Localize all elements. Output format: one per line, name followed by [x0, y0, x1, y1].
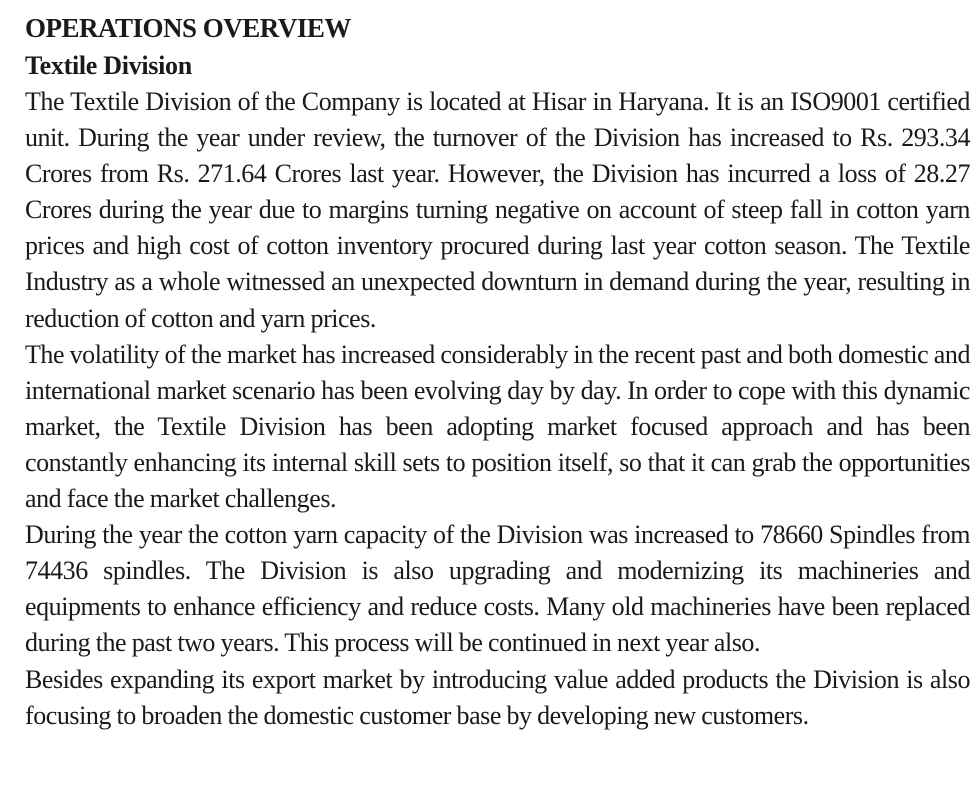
paragraph-overview: The Textile Division of the Company is located at Hisar in Haryana. It is an ISO9001 certified unit. During the year under review, the turnover of the Division has increased to Rs. 293.34 Crores from Rs. 271.64 Crores last year. However, the Division has incurred a loss of 28.27 Crores during the year due to margins turning negative on account of steep fall in cotton yarn prices and high cost of cotton inventory procured during last year cotton season. The Textile Industry as a whole witnessed an unexpected downturn in demand during the year, resulting in reduction of cotton and yarn prices.	[25, 87, 970, 333]
section-heading: OPERATIONS OVERVIEW	[25, 13, 351, 43]
paragraph-export-market: Besides expanding its export market by introducing value added products the Division is also focusing to broaden the domestic customer base by developing new customers.	[25, 664, 970, 730]
paragraph-capacity: During the year the cotton yarn capacity of the Division was increased to 78660 Spindles from 74436 spindles. The Division is also upgrading and modernizing its machineries and equipments to enhance efficiency and reduce costs. Many old machineries have been replaced during the past two years. This process will be continued in next year also.	[25, 520, 970, 658]
subsection-heading: Textile Division	[25, 51, 192, 80]
paragraph-market-volatility: The volatility of the market has increased considerably in the recent past and both domestic and international market scenario has been evolving day by day. In order to cope with this dynamic market, the Textile Division has been adopting market focused approach and has been constantly enhancing its internal skill sets to position itself, so that it can grab the opportunities and face the market challenges.	[25, 339, 970, 514]
